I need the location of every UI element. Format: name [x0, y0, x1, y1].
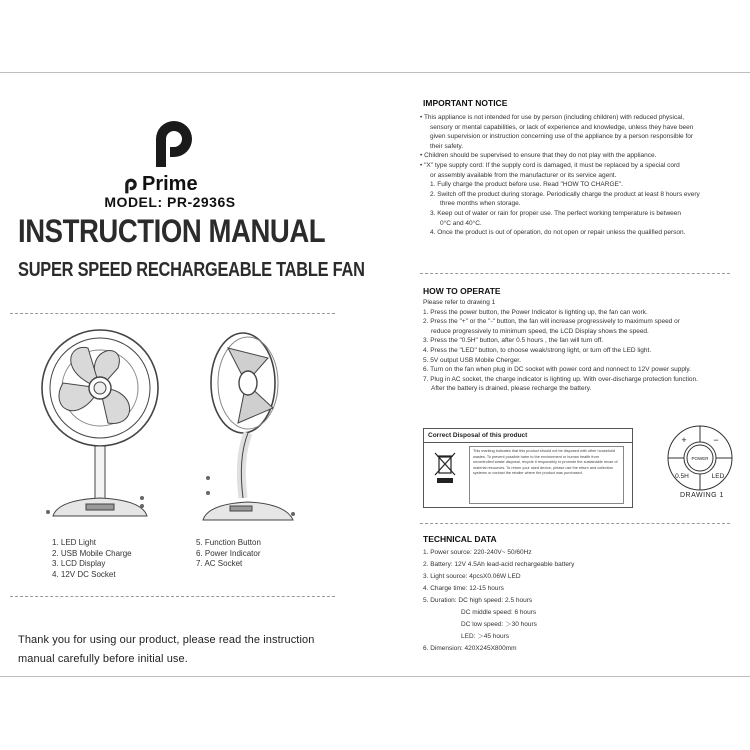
tech-line: 5. Duration: DC high speed: 2.5 hours: [423, 597, 533, 604]
parts-list-col1: [52, 538, 132, 580]
cover-page: [0, 73, 365, 675]
fan-illustration: [38, 328, 318, 528]
notice-line: or assembly available from the manufacturer or its service agent.: [430, 171, 617, 179]
notice-line: their safety.: [430, 142, 464, 150]
notice-line: 1. Fully charge the product before use. Read "HOW TO CHARGE".: [430, 181, 623, 189]
instructions-page: [420, 73, 745, 675]
part-item: 4. 12V DC Socket: [52, 569, 116, 579]
disposal-box: [423, 428, 633, 508]
divider-dashed: [10, 313, 335, 314]
notice-line: 0°C and 40°C.: [440, 219, 482, 227]
prime-small-logo-icon: [122, 176, 140, 194]
prime-logo-icon: [146, 113, 202, 169]
disposal-text: This marking indicates that this product should not be disposed with other household wastes. To prevent possible harm to the environment or human health from uncontrolled waste disposal, recycle it responsibly to promote the sustainable reuse of material resources. To return your used device, please use the return and collection systems or contact the retailer where the product was purchased.: [469, 446, 624, 504]
model-number: MODEL: PR-2936S: [104, 194, 236, 210]
notice-line: • This appliance is not intended for use by person (including children) with reduced physical,: [420, 114, 685, 121]
how-to-operate-title: HOW TO OPERATE: [423, 286, 501, 296]
brand-lockup: [122, 173, 198, 196]
part-item: 7. AC Socket: [196, 559, 243, 568]
technical-data-title: TECHNICAL DATA: [423, 534, 497, 544]
product-subtitle: SUPER SPEED RECHARGEABLE TABLE FAN: [18, 259, 365, 281]
operate-line: 7. Plug in AC socket, the charge indicator is lighting up. With over-discharge protection function.: [423, 375, 698, 383]
tech-line: 3. Light source: 4pcsX0.06W LED: [423, 573, 521, 580]
tech-line: DC low speed: ＞30 hours: [461, 621, 537, 628]
divider-dashed: [10, 596, 335, 597]
divider-dashed: [420, 523, 730, 524]
part-item: 3. LCD Display: [52, 559, 106, 568]
notice-line: three months when storage.: [440, 200, 521, 208]
how-to-operate-body: [423, 298, 723, 394]
notice-line: given supervision or instruction concerning use of the appliance by a person responsible for: [430, 133, 694, 141]
part-item: 6. Power Indicator: [196, 548, 261, 558]
important-notice-body: [420, 113, 725, 238]
part-item: 5. Function Button: [196, 538, 261, 547]
thank-you-note: Thank you for using our product, please read the instruction manual carefully before initial use.: [18, 634, 315, 665]
drawing-caption: DRAWING 1: [680, 492, 724, 499]
part-item: 1. LED Light: [52, 538, 97, 547]
disposal-title: Correct Disposal of this product: [424, 429, 632, 443]
tech-line: DC middle speed: 6 hours: [461, 609, 537, 616]
power-label: POWER: [691, 456, 709, 461]
control-panel-drawing: [660, 418, 740, 498]
manual-title: INSTRUCTION MANUAL: [18, 213, 326, 249]
notice-line: • "X" type supply cord: If the supply cord is damaged, it must be replaced by a special cord: [420, 161, 680, 169]
notice-line: 4. Once the product is out of operation, do not open or repair unless the qualified person.: [430, 229, 686, 237]
notice-line: sensory or mental capabilities, or lack of experience and knowledge, unless they have been: [430, 123, 694, 131]
divider-dashed: [420, 273, 730, 274]
operate-line: 5. 5V output USB Mobile Cherger.: [423, 356, 521, 364]
operate-line: 6. Turn on the fan when plug in DC socket with power cord and nonnect to 12V power supply.: [423, 366, 691, 374]
plus-label: +: [681, 435, 687, 445]
operate-line: After the battery is drained, please recharge the battery.: [431, 385, 592, 393]
tech-line: 1. Power source: 220-240V~ 50/60Hz: [423, 549, 532, 556]
operate-line: Please refer to drawing 1: [423, 299, 496, 306]
part-item: 2. USB Mobile Charge: [52, 548, 132, 558]
operate-line: 3. Press the "0.5H" button, after 0.5 hours , the fan will turn off.: [423, 337, 604, 345]
operate-line: 1. Press the power button, the Power Indicator is lighting up, the fan can work.: [423, 308, 648, 316]
important-notice-title: IMPORTANT NOTICE: [423, 98, 508, 108]
operate-line: 4. Press the "LED" button, to choose weak/strong light, or turn off the LED light.: [423, 346, 652, 354]
tech-line: 2. Battery: 12V 4.5Ah lead-acid rechargeable battery: [423, 561, 575, 568]
operate-line: 2. Press the "+" or the "-" button, the fan will increase progressively to maximum speed or: [423, 318, 680, 326]
notice-line: 2. Switch off the product during storage. Periodically charge the product at least 8 hours every: [430, 190, 700, 198]
bottom-rule: [0, 676, 750, 677]
tech-line: LED: ＞45 hours: [461, 633, 510, 640]
notice-line: • Children should be supervised to ensure that they do not play with the appliance.: [420, 152, 657, 160]
technical-data-body: [423, 547, 723, 655]
half-hour-label: 0.5H: [675, 473, 689, 480]
led-label: LED: [711, 473, 725, 480]
notice-line: 3. Keep out of water or rain for proper use. The perfect working temperature is between: [430, 209, 681, 217]
tech-line: 4. Charge time: 12-15 hours: [423, 585, 504, 592]
parts-list-col2: [196, 538, 261, 570]
tech-line: 6. Dimension: 420X245X800mm: [423, 645, 517, 652]
brand-name: Prime: [142, 173, 198, 195]
crossed-bin-icon: [434, 451, 456, 485]
operate-line: reduce progressively to minimum speed, the LCD Display shows the speed.: [431, 327, 649, 335]
minus-label: −: [713, 435, 719, 445]
